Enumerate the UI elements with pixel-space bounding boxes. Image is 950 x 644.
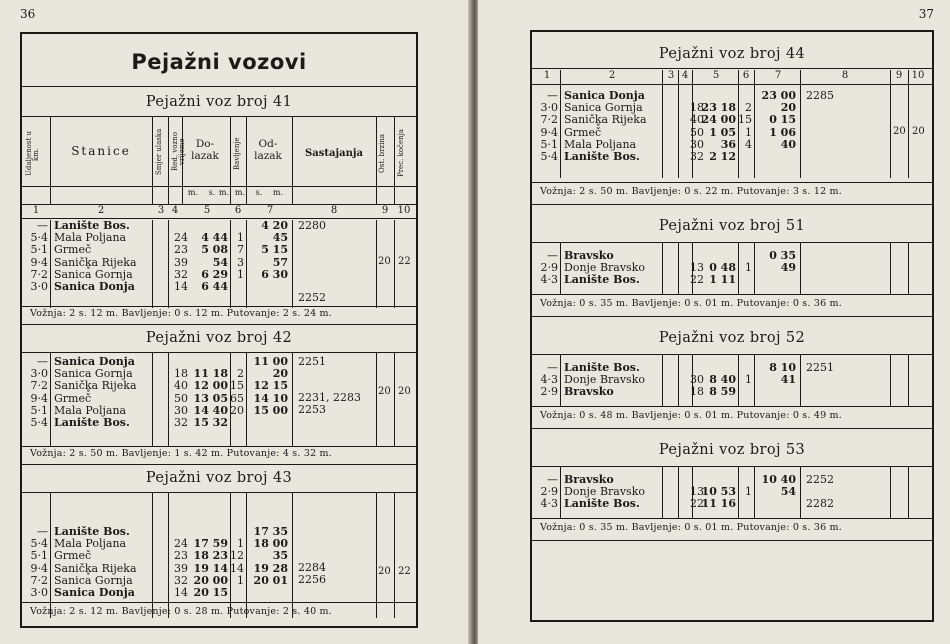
header-stations: Stanice (71, 144, 131, 158)
grid-line (890, 242, 891, 294)
station: Grmeč (54, 549, 92, 563)
divider (532, 316, 932, 317)
station: Mala Poljana (54, 403, 127, 417)
meeting: 2252 (806, 473, 834, 486)
header-arrival: Do-lazak (191, 138, 219, 162)
header-direction: Smjer ulaska (155, 128, 163, 176)
unit-m: m. (187, 188, 199, 197)
header-speed: Ost. brzina (378, 133, 386, 173)
station: Mala Poljana (564, 137, 637, 151)
station: Saničk̥a Rijeka (54, 561, 137, 575)
meeting: 2282 (806, 497, 834, 510)
col-num: 2 (608, 70, 616, 81)
stations-column (564, 250, 645, 287)
divider (532, 518, 932, 519)
header-departure: Od-lazak (254, 138, 282, 162)
station: Sanica Donja (564, 89, 645, 102)
grid-line (800, 466, 801, 518)
grid-line (908, 70, 909, 178)
divider (22, 446, 416, 447)
dwell-column: 2 15 1 4 (738, 101, 752, 151)
grid-line (168, 116, 169, 204)
km-column: — 3·0 7·2 9·4 5·1 5·4 (540, 89, 558, 164)
divider (532, 182, 932, 183)
speed-value: 20 (378, 566, 391, 577)
train-44-body (532, 90, 932, 178)
grid-line (292, 492, 293, 618)
grid-line (560, 242, 561, 294)
station: Lanište Bos. (564, 497, 640, 511)
station: Bravsko (564, 385, 614, 399)
section-title-53: Pejažni voz broj 53 (658, 442, 806, 458)
station: Bravsko (564, 249, 614, 262)
train-53-body (532, 474, 932, 514)
train-43-body (22, 496, 416, 600)
stations-column (564, 474, 645, 511)
column-number-row (532, 70, 932, 84)
divider (532, 466, 932, 467)
grid-line (908, 242, 909, 294)
grid-line (662, 354, 663, 406)
col-num: 2 (97, 205, 105, 216)
divider (532, 294, 932, 295)
departure-column: 10 40 54 (761, 473, 796, 499)
km-column: — 5·4 5·1 9·4 7·2 3·0 (30, 525, 48, 600)
speed-value: 20 (378, 256, 391, 267)
grid-line (800, 242, 801, 294)
train-42-body (22, 356, 416, 444)
table-header (22, 116, 416, 204)
grid-line (376, 492, 377, 618)
header-runtime: Red. vozno vrijeme (171, 132, 186, 172)
station: Lanište Bos. (54, 525, 130, 538)
grid-line (890, 70, 891, 178)
arrival-column: 17 59 18 23 19 14 20 00 20 15 (193, 537, 228, 600)
km-column: — 2·9 4·3 (540, 473, 558, 511)
col-num: 1 (543, 70, 551, 81)
arrival-column: 11 18 12 00 13 05 14 40 15 32 (193, 367, 228, 430)
footer-43: Vožnja: 2 s. 12 m. Bavljenje: 0 s. 28 m. Putovanje: 2 s. 40 m. (30, 606, 332, 617)
section-title-44: Pejažni voz broj 44 (658, 46, 806, 62)
col-num: 4 (171, 205, 179, 216)
divider (532, 204, 932, 205)
col-num: 6 (742, 70, 750, 81)
station: Sanica Gornja (54, 367, 133, 381)
grid-line (662, 242, 663, 294)
meeting: 2252 (298, 291, 326, 304)
header-distance: Udaljenost u km. (25, 131, 40, 177)
stations-column (564, 90, 647, 163)
brake-value: 20 (912, 126, 925, 137)
unit-m: m. (234, 188, 246, 197)
left-page (0, 0, 470, 644)
divider (532, 428, 932, 429)
stations-column (54, 356, 137, 429)
section-title-43: Pejažni voz broj 43 (145, 470, 293, 486)
stations-column (54, 220, 137, 293)
unit-s: s. (255, 188, 263, 197)
grid-line (908, 466, 909, 518)
col-num: 4 (681, 70, 689, 81)
footer-52: Vožnja: 0 s. 48 m. Bavljenje: 0 s. 01 m. Putovanje: 0 s. 49 m. (540, 410, 842, 421)
grid-line (292, 352, 293, 446)
section-title-51: Pejažni voz broj 51 (658, 218, 806, 234)
station: Lanište Bos. (54, 416, 130, 430)
col-num: 7 (266, 205, 274, 216)
station: Mala Poljana (54, 537, 127, 551)
meeting: 2284 (298, 561, 326, 574)
grid-line (394, 220, 395, 308)
divider (532, 406, 932, 407)
brake-value: 22 (398, 566, 411, 577)
train-51-body (532, 250, 932, 290)
grid-line (376, 116, 377, 204)
brake-value: 22 (398, 256, 411, 267)
arrival-column: 10 53 11 16 (701, 485, 736, 511)
grid-line (50, 220, 51, 308)
page-number-right: 37 (918, 7, 934, 21)
station: Sanica Donja (54, 586, 135, 600)
divider (22, 86, 416, 87)
station: Saničk̥a Rijeka (54, 379, 137, 393)
departure-column: 8 10 41 (769, 361, 796, 387)
grid-line (376, 352, 377, 446)
grid-line (890, 354, 891, 406)
header-dwell: Bavljenje (233, 137, 241, 171)
meeting: 2256 (298, 573, 326, 586)
page-number-left: 36 (20, 7, 36, 21)
col-num: 3 (667, 70, 675, 81)
header-meetings: Sastajanja (305, 148, 363, 159)
grid-line (560, 466, 561, 518)
arrival-column: 4 44 5 08 54 6 29 6 44 (201, 231, 228, 294)
runtime-column: 13 22 (690, 485, 704, 511)
runtime-column: 30 18 (690, 373, 704, 399)
footer-53: Vožnja: 0 s. 35 m. Bavljenje: 0 s. 01 m. Putovanje: 0 s. 36 m. (540, 522, 842, 533)
grid-line (662, 70, 663, 178)
grid-line (246, 220, 247, 308)
station: Donje Bravsko (564, 373, 645, 387)
header-braking: Prec. kočenja (397, 129, 405, 177)
km-column: — 5·4 5·1 9·4 7·2 3·0 (30, 219, 48, 294)
station: Lanište Bos. (54, 219, 130, 232)
arrival-column: 0 48 1 11 (709, 261, 736, 287)
km-column: — 4·3 2·9 (540, 361, 558, 399)
col-num: 5 (712, 70, 720, 81)
departure-column: 0 35 49 (769, 249, 796, 275)
station: Lanište Bos. (564, 150, 640, 164)
col-num: 10 (911, 70, 925, 81)
grid-line (908, 354, 909, 406)
divider (22, 324, 416, 325)
main-title: Pejažni vozovi (131, 50, 307, 74)
station: Mala Poljana (54, 231, 127, 245)
divider (532, 68, 932, 69)
col-num: 1 (32, 205, 40, 216)
grid-line (168, 492, 169, 618)
divider (532, 540, 932, 541)
divider (22, 602, 416, 603)
grid-line (50, 352, 51, 446)
footer-41: Vožnja: 2 s. 12 m. Bavljenje: 0 s. 12 m. Putovanje: 2 s. 24 m. (30, 308, 332, 319)
right-page (478, 0, 950, 644)
station: Sanica Gornja (564, 101, 643, 115)
divider (22, 352, 416, 353)
col-num: 3 (157, 205, 165, 216)
train-52-body (532, 362, 932, 402)
station: Saničk̥a Rijeka (54, 255, 137, 269)
dwell-column: 1 (745, 373, 752, 387)
station: Donje Bravsko (564, 261, 645, 275)
stations-column (54, 526, 137, 599)
speed-value: 20 (378, 386, 391, 397)
grid-line (376, 220, 377, 308)
grid-line (168, 352, 169, 446)
unit-m: m. (272, 188, 284, 197)
grid-line (152, 220, 153, 308)
divider (532, 242, 932, 243)
dwell-column: 1 (745, 485, 752, 499)
runtime-column: 18 40 50 30 32 (690, 101, 704, 164)
grid-line (560, 70, 561, 178)
station: Donje Bravsko (564, 485, 645, 499)
train-41-body (22, 220, 416, 308)
section-title-52: Pejažni voz broj 52 (658, 330, 806, 346)
dwell-column: 1 7 3 1 (237, 231, 244, 281)
col-num: 10 (397, 205, 411, 216)
runtime-column: 13 22 (690, 261, 704, 287)
divider (22, 492, 416, 493)
departure-column: 11 00 20 12 15 14 10 15 00 (253, 355, 288, 417)
brake-value: 20 (398, 386, 411, 397)
col-num: 9 (381, 205, 389, 216)
right-frame (530, 30, 934, 622)
divider (22, 306, 416, 307)
grid-line (152, 492, 153, 618)
grid-line (152, 352, 153, 446)
station: Saničk̥a Rijeka (564, 113, 647, 127)
departure-column: 23 00 20 0 15 1 06 40 (761, 89, 796, 151)
section-title-41: Pejažni voz broj 41 (145, 94, 293, 110)
unit-m: m. (218, 188, 230, 197)
divider (22, 464, 416, 465)
runtime-column: 24 23 39 32 14 (174, 537, 188, 600)
arrival-column: 8 40 8 59 (709, 373, 736, 399)
footer-44: Vožnja: 2 s. 50 m. Bavljenje: 0 s. 22 m. Putovanje: 3 s. 12 m. (540, 186, 842, 197)
col-num: 7 (774, 70, 782, 81)
station: Sanica Donja (54, 355, 135, 368)
meeting: 2253 (298, 403, 326, 416)
station: Grmeč (564, 125, 602, 139)
col-num: 9 (895, 70, 903, 81)
runtime-column: 24 23 39 32 14 (174, 231, 188, 294)
grid-line (50, 492, 51, 618)
grid-line (394, 116, 395, 204)
grid-line (800, 354, 801, 406)
meeting: 2251 (298, 355, 326, 368)
arrival-column: 23 18 24 00 1 05 36 2 12 (701, 101, 736, 164)
departure-column: 17 35 18 00 35 19 28 20 01 (253, 525, 288, 587)
station: Grmeč (54, 243, 92, 257)
grid-line (152, 116, 153, 204)
km-column: — 3·0 7·2 9·4 5·1 5·4 (30, 355, 48, 430)
unit-s: s. (208, 188, 216, 197)
col-num: 8 (841, 70, 849, 81)
grid-line (292, 116, 293, 204)
station: Lanište Bos. (564, 273, 640, 287)
station: Grmeč (54, 391, 92, 405)
station: Lanište Bos. (564, 361, 640, 374)
station: Sanica Gornja (54, 573, 133, 587)
station: Sanica Gornja (54, 267, 133, 281)
speed-value: 20 (893, 126, 906, 137)
col-num: 5 (203, 205, 211, 216)
station: Sanica Donja (54, 280, 135, 294)
column-number-row (22, 204, 416, 218)
left-frame (20, 32, 418, 628)
meeting: 2280 (298, 219, 326, 232)
meeting: 2285 (806, 89, 834, 102)
footer-42: Vožnja: 2 s. 50 m. Bavljenje: 1 s. 42 m. Putovanje: 4 s. 32 m. (30, 448, 332, 459)
grid-line (50, 116, 51, 204)
grid-line (292, 220, 293, 308)
divider (532, 354, 932, 355)
grid-line (394, 492, 395, 618)
grid-line (560, 354, 561, 406)
km-column: — 2·9 4·3 (540, 249, 558, 287)
col-num: 6 (234, 205, 242, 216)
grid-line (890, 466, 891, 518)
grid-line (394, 352, 395, 446)
dwell-column: 1 12 14 1 (230, 537, 244, 587)
meeting: 2231, 2283 (298, 391, 361, 404)
stations-column (564, 362, 645, 399)
divider (532, 84, 932, 85)
divider (22, 186, 416, 187)
runtime-column: 18 40 50 30 32 (174, 367, 188, 430)
dwell-column: 2 15 65 20 (230, 367, 244, 417)
dwell-column: 1 (745, 261, 752, 275)
departure-column: 4 20 45 5 15 57 6 30 (261, 219, 288, 281)
grid-line (168, 220, 169, 308)
station: Bravsko (564, 473, 614, 486)
meeting: 2251 (806, 361, 834, 374)
footer-51: Vožnja: 0 s. 35 m. Bavljenje: 0 s. 01 m. Putovanje: 0 s. 36 m. (540, 298, 842, 309)
grid-line (662, 466, 663, 518)
col-num: 8 (330, 205, 338, 216)
grid-line (800, 70, 801, 178)
section-title-42: Pejažni voz broj 42 (145, 330, 293, 346)
